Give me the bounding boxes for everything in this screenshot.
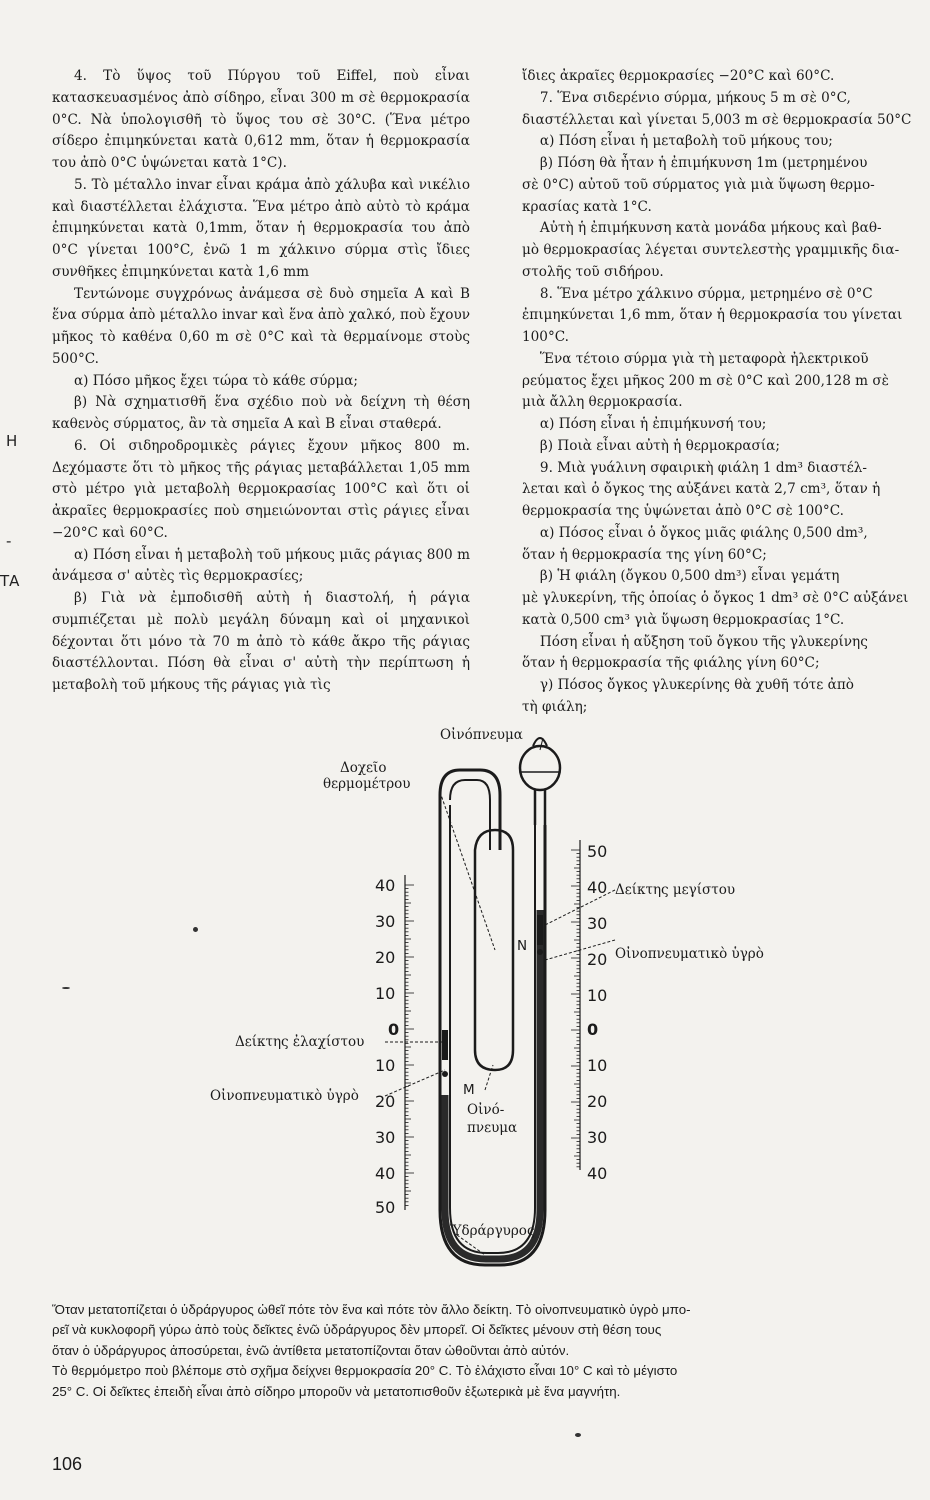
label-mercury: Ὑδράργυρος xyxy=(450,1223,535,1239)
exercise-7-definition: Αὐτὴ ἡ ἐπιμήκυνση κατὰ μονάδα μήκους καὶ βαθ- μὸ θερμοκρασίας λέγεται συντελεστὴς γραμμικῆς δια- στολῆς τοῦ σιδήρου. xyxy=(522,220,900,280)
label-max-index: Δείκτης μεγίστου xyxy=(615,882,736,898)
left-tick-label: 20 xyxy=(375,1092,396,1111)
left-arm-tube-inner xyxy=(450,805,535,1253)
exercise-5-setup-paragraph: Τεντώνομε συγχρόνως ἀνάμεσα σὲ δυὸ σημεῖα Α καὶ Β ἕνα σύρμα ἀπὸ μέταλλο invar καὶ ἕνα ἀπὸ χαλκό, ποὺ ἔχουν μῆκος τὸ καθένα 0,60 m σὲ 0°C καὶ τὰ θερμαίνομε στοὺς 500°C. xyxy=(52,285,470,367)
scan-speck xyxy=(193,927,198,932)
label-marker-m: M xyxy=(463,1082,475,1098)
label-alcohol-bottom-2: πνευμα xyxy=(467,1120,518,1136)
label-alcohol-bottom-1: Οἰνό- xyxy=(467,1102,505,1118)
exercise-9b-followup: Πόση εἶναι ἡ αὔξηση τοῦ ὄγκου τῆς γλυκερίνης ὅταν ἡ θερμοκρασία τῆς φιάλης γίνη 60°C; xyxy=(522,633,868,672)
reservoir-bulb xyxy=(475,830,513,1070)
exercise-9c-question: γ) Πόσος ὄγκος γλυκερίνης θὰ χυθῆ τότε ἀπὸ τὴ φιάλη; xyxy=(522,677,854,715)
right-tick-label-zero: 0 xyxy=(587,1020,599,1039)
label-alcohol-left: Οἰνοπνευματικὸ ὑγρὸ xyxy=(210,1088,359,1104)
right-arm-tube xyxy=(535,790,545,825)
page-number: 106 xyxy=(52,1454,83,1474)
leader-reservoir xyxy=(440,792,495,950)
exercise-5b-question: β) Νὰ σχηματισθῆ ἕνα σχέδιο ποὺ νὰ δείχνη τὴ θέση καθενὸς σύρματος, ἂν τὰ σημεῖα Α καὶ Β εἶναι σταθερά. xyxy=(52,394,470,432)
min-index-bead xyxy=(442,1071,448,1077)
mercury-column xyxy=(445,910,540,1259)
right-tick-label: 20 xyxy=(587,1092,608,1111)
right-column xyxy=(522,66,930,719)
margin-mark-3: ΤΑ xyxy=(0,572,20,590)
exercise-7a-question: α) Πόση εἶναι ἡ μεταβολὴ τοῦ μήκους του; xyxy=(539,133,833,150)
right-tick-label: 20 xyxy=(587,950,608,969)
exercise-7-paragraph: 7. Ἕνα σιδερένιο σύρμα, μήκους 5 m σὲ 0°C, διαστέλλεται καὶ γίνεται 5,003 m σὲ θερμοκρασία 50°C xyxy=(522,89,912,128)
left-scale-ticks xyxy=(405,885,414,1205)
left-tick-label: 50 xyxy=(375,1198,396,1217)
thermometer-figure xyxy=(195,727,795,1290)
right-tick-label: 50 xyxy=(587,842,608,861)
exercise-5a-question: α) Πόσο μῆκος ἔχει τώρα τὸ κάθε σύρμα; xyxy=(74,372,358,389)
caption-line: ὅταν ὁ ὑδράργυρος ἀποσύρεται, ἐνῶ ἀντίθετα μετατοπίζονται ὅταν ὠθοῦνται ἀπὸ αὐτόν. xyxy=(52,1342,570,1358)
right-tick-label: 40 xyxy=(587,1164,608,1183)
label-min-index: Δείκτης ἐλαχίστου xyxy=(235,1034,365,1050)
left-tick-label: 40 xyxy=(375,1164,396,1183)
top-bulb xyxy=(520,746,560,790)
max-index-bead xyxy=(537,949,543,955)
left-tick-label: 10 xyxy=(375,1056,396,1075)
exercise-5-paragraph: 5. Τὸ μέταλλο invar εἶναι κράμα ἀπὸ χάλυβα καὶ νικέλιο καὶ διαστέλλεται ἐλάχιστα. Ἕνα μέτρο ἀπὸ αὐτὸ τὸ κράμα ἐπιμηκύνεται κατὰ 0,1mm, ὅταν ἡ θερμοκρασία του ἀπὸ 0°C γίνεται 100°C, ἐνῶ 1 m χάλκινο σύρμα στὶς ἴδιες συνθῆκες ἐπιμηκύνεται κατὰ 1,6 mm xyxy=(52,176,470,280)
exercise-6a-question: α) Πόση εἶναι ἡ μεταβολὴ τοῦ μήκους μιᾶς ράγιας 800 m ἀνάμεσα σ' αὐτὲς τὶς θερμοκρασίες; xyxy=(52,546,470,585)
exercise-7b-question: β) Πόση θὰ ἦταν ἡ ἐπιμήκυνση 1m (μετρημένου σὲ 0°C) αὐτοῦ τοῦ σύρματος γιὰ μιὰ ὕψωση θερμο- κρασίας κατὰ 1°C. xyxy=(522,155,875,215)
scan-speck xyxy=(575,1433,581,1437)
caption-line: ρεῖ νὰ κυκλοφορῆ γύρω ἀπὸ τοὺς δεῖκτες ἐνῶ ὑδράργυρος δὲν μπορεῖ. Οἱ δεῖκτες μένουν στὴ θέση τους xyxy=(52,1322,662,1338)
caption-line: 25° C. Οἱ δεῖκτες ἐπειδὴ εἶναι ἀπὸ σίδηρο μποροῦν νὰ μετατοπισθοῦν ἐξωτερικὰ μὲ ἕνα μαγνήτη. xyxy=(52,1383,621,1399)
exercise-9-paragraph: 9. Μιὰ γυάλινη σφαιρικὴ φιάλη 1 dm³ διαστέλ- λεται καὶ ὁ ὄγκος της αὐξάνει κατὰ 2,7 cm³, ὅταν ἡ θερμοκρασία της ὑψώνεται ἀπὸ 0°C σὲ 100°C. xyxy=(522,459,881,519)
right-tick-label: 10 xyxy=(587,1056,608,1075)
left-arm-tube xyxy=(440,795,545,1265)
exercise-8-paragraph: 8. Ἕνα μέτρο χάλκινο σύρμα, μετρημένο σὲ 0°C ἐπιμηκύνεται 1,6 mm, ὅταν ἡ θερμοκρασία του γίνεται 100°C. xyxy=(522,285,903,345)
exercise-9b-question: β) Ἡ φιάλη (ὄγκου 0,500 dm³) εἶναι γεμάτη μὲ γλυκερίνη, τῆς ὁποίας ὁ ὄγκος 1 dm³ σὲ 0°C αὐξάνει κατὰ 0,500 cm³ γιὰ ὕψωση θερμοκρασίας 1°C. xyxy=(522,568,909,628)
u-tube-outer xyxy=(385,770,555,1275)
right-scale-ticks xyxy=(571,850,580,1167)
max-index xyxy=(537,915,543,945)
label-reservoir-2: θερμομέτρου xyxy=(323,776,411,792)
left-tick-label: 30 xyxy=(375,912,396,931)
exercise-6b-question: β) Γιὰ νὰ ἐμποδισθῆ αὐτὴ ἡ διαστολή, ἡ ράγια συμπιέζεται μὲ πολὺ μεγάλη δύναμη καὶ οἱ μηχανικοὶ δέχονται ὅτι μόνο τὰ 70 m ἀπὸ τὸ κάθε ἄκρο τῆς ράγιας διαστέλλονται. Πόση θὰ εἶναι σ' αὐτὴ τὴν περίπτωση ἡ μεταβολὴ τοῦ μήκους τῆς ράγιας γιὰ τὶς xyxy=(52,590,470,693)
min-index xyxy=(442,1030,448,1060)
exercise-4-paragraph: 4. Τὸ ὕψος τοῦ Πύργου τοῦ Eiffel, ποὺ εἶναι κατασκευασμένος ἀπὸ σίδηρο, εἶναι 300 m σὲ θερμοκρασία 0°C. Νὰ ὑπολογισθῆ τὸ ὕψος του σὲ 30°C. (Ἕνα μέτρο σίδερο ἐπιμηκύνεται κατὰ 0,612 mm, ὅταν ἡ θερμοκρασία του ἀπὸ 0°C ὑψώνεται κατὰ 1°C). xyxy=(52,68,470,171)
right-tick-label: 30 xyxy=(587,914,608,933)
right-tick-label: 10 xyxy=(587,986,608,1005)
label-reservoir-1: Δοχεῖο xyxy=(340,760,387,776)
label-alcohol-top: Οἰνόπνευμα xyxy=(440,727,523,743)
margin-mark-2: - xyxy=(6,532,12,550)
left-tick-label: 40 xyxy=(375,876,396,895)
reservoir-loop-inner xyxy=(450,780,490,850)
left-column xyxy=(52,66,470,697)
label-alcohol-right: Οἰνοπνευματικὸ ὑγρὸ xyxy=(615,946,764,962)
left-tick-label: 10 xyxy=(375,984,396,1003)
left-tick-label: 20 xyxy=(375,948,396,967)
right-tick-label: 30 xyxy=(587,1128,608,1147)
thermometer-drawing xyxy=(195,730,795,1290)
figure-caption xyxy=(52,1300,930,1402)
exercise-6-paragraph: 6. Οἱ σιδηροδρομικὲς ράγιες ἔχουν μῆκος 800 m. Δεχόμαστε ὅτι τὸ μῆκος τῆς ράγιας μεταβάλλεται 1,05 mm στὸ μέτρο γιὰ μεταβολὴ θερμοκρασίας 100°C καὶ ὅτι οἱ ἀκραῖες θερμοκρασίες ποὺ σημειώνονται στὶς ράγιες εἶναι −20°C καὶ 60°C. xyxy=(52,437,470,541)
label-marker-n: N xyxy=(517,938,528,954)
left-tick-label-zero: 0 xyxy=(388,1020,400,1039)
caption-line: Τὸ θερμόμετρο ποὺ βλέπομε στὸ σχῆμα δείχνει θερμοκρασία 20° C. Τὸ ἐλάχιστο εἶναι 10° C καὶ τὸ μέγιστο xyxy=(52,1363,678,1379)
left-tick-label: 30 xyxy=(375,1128,396,1147)
exercise-6-continuation: ἴδιες ἀκραῖες θερμοκρασίες −20°C καὶ 60°C. xyxy=(522,68,835,84)
right-tick-label: 40 xyxy=(587,878,608,897)
exercise-8a-question: α) Πόση εἶναι ἡ ἐπιμήκυνσή του; xyxy=(539,416,767,432)
exercise-8b-question: β) Ποιὰ εἶναι αὐτὴ ἡ θερμοκρασία; xyxy=(539,437,780,454)
scan-speck xyxy=(62,987,70,989)
exercise-9a-question: α) Πόσος εἶναι ὁ ὄγκος μιᾶς φιάλης 0,500 dm³, ὅταν ἡ θερμοκρασία της γίνη 60°C; xyxy=(522,524,868,563)
margin-mark-1: Η xyxy=(6,432,18,450)
caption-line: Ὅταν μετατοπίζεται ὁ ὑδράργυρος ὠθεῖ πότε τὸν ἕνα καὶ πότε τὸν ἄλλο δείκτη. Τὸ οἰνοπνευματικὸ ὑγρὸ μπο- xyxy=(52,1302,691,1317)
exercise-8-wire-paragraph: Ἕνα τέτοιο σύρμα γιὰ τὴ μεταφορὰ ἠλεκτρικοῦ ρεύματος ἔχει μῆκος 200 m σὲ 0°C καὶ 200,128 m σὲ μιὰ ἄλλη θερμοκρασία. xyxy=(522,350,889,411)
